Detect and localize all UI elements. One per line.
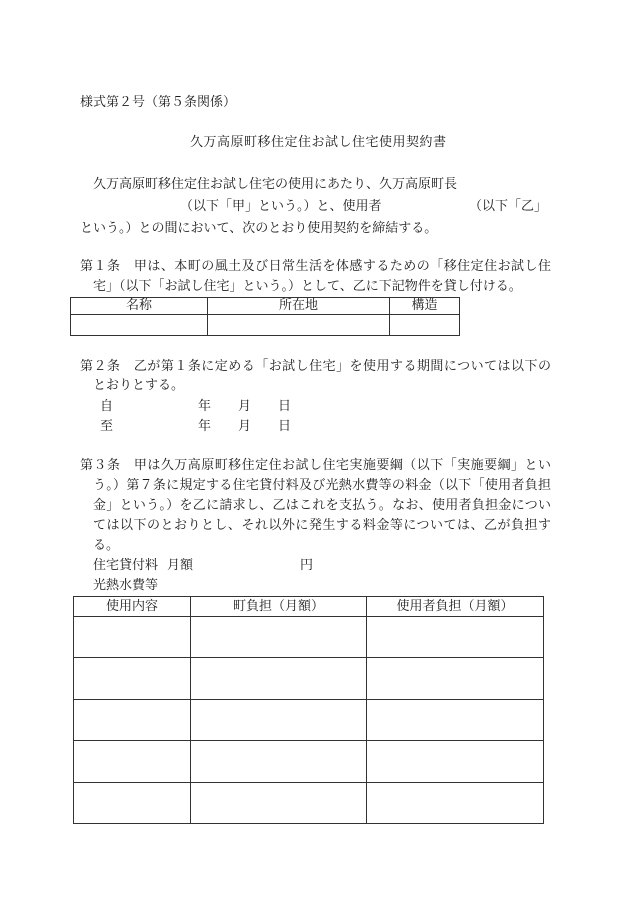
charges-table — [73, 596, 544, 824]
period-from-day: 日 — [278, 399, 292, 414]
header-town-share: 町負担（月額） — [191, 597, 367, 617]
article-3-line-5: る。 — [93, 538, 120, 553]
rent-label: 住宅貸付料 — [93, 558, 159, 573]
table-row — [74, 617, 544, 658]
header-structure: 構造 — [390, 298, 460, 315]
article-3-line-2: う。）第７条に規定する住宅貸付料及び光熱水費等の料金（以下「使用者負担 — [93, 478, 551, 493]
table-cell — [74, 783, 191, 824]
preamble-party-a: （以下「甲」という。）と、使用者 — [180, 199, 382, 214]
table-row — [74, 658, 544, 700]
rent-monthly-label: 月額 — [167, 558, 194, 573]
period-from-month: 月 — [238, 399, 252, 414]
table-row — [71, 315, 460, 336]
article-2-line-2: とおりとする。 — [93, 378, 185, 393]
table-cell — [367, 783, 544, 824]
preamble-line-1: 久万高原町移住定住お試し住宅の使用にあたり、久万高原町長 — [93, 177, 458, 192]
header-user-share: 使用者負担（月額） — [367, 597, 544, 617]
period-from-year: 年 — [198, 399, 212, 414]
table-header-row — [71, 298, 460, 315]
header-location: 所在地 — [208, 298, 390, 315]
table-cell — [191, 700, 367, 741]
table-header-row — [74, 597, 544, 617]
period-to-label: 至 — [100, 419, 114, 434]
article-2-line-1: 第２条 乙が第１条に定める「お試し住宅」を使用する期間については以下の — [80, 359, 551, 374]
utilities-label: 光熱水費等 — [93, 578, 159, 593]
table-cell — [74, 658, 191, 700]
header-name: 名称 — [71, 298, 208, 315]
property-table — [70, 297, 460, 336]
table-cell — [74, 700, 191, 741]
table-cell — [191, 617, 367, 658]
article-3-line-1: 第３条 甲は久万高原町移住定住お試し住宅実施要綱（以下「実施要綱」とい — [80, 458, 551, 473]
article-1-line-1: 第１条 甲は、本町の風土及び日常生活を体感するための「移住定住お試し住 — [80, 259, 551, 274]
table-cell — [390, 315, 460, 336]
table-cell — [74, 741, 191, 783]
preamble-party-b: （以下「乙」 — [469, 199, 548, 214]
table-cell — [367, 617, 544, 658]
table-cell — [367, 700, 544, 741]
table-row — [74, 741, 544, 783]
document-title: 久万高原町移住定住お試し住宅使用契約書 — [190, 135, 446, 150]
table-cell — [74, 617, 191, 658]
table-cell — [367, 658, 544, 700]
table-cell — [191, 741, 367, 783]
table-cell — [208, 315, 390, 336]
table-cell — [191, 783, 367, 824]
period-to-day: 日 — [278, 419, 292, 434]
period-from-label: 自 — [100, 399, 114, 414]
preamble-line-3: という。）との間において、次のとおり使用契約を締結する。 — [80, 221, 438, 236]
period-to-year: 年 — [198, 419, 212, 434]
table-row — [74, 700, 544, 741]
table-cell — [71, 315, 208, 336]
form-number: 様式第２号（第５条関係） — [80, 95, 237, 110]
article-3-line-3: 金」という。）を乙に請求し、乙はこれを支払う。なお、使用者負担金につい — [93, 498, 551, 513]
period-to-month: 月 — [238, 419, 252, 434]
table-row — [74, 783, 544, 824]
header-usage: 使用内容 — [74, 597, 191, 617]
article-3-line-4: ては以下のとおりとし、それ以外に発生する料金等については、乙が負担す — [93, 518, 551, 533]
rent-yen-unit: 円 — [300, 558, 314, 573]
article-1-line-2: 宅」（以下「お試し住宅」という。）として、乙に下記物件を貸し付ける。 — [93, 279, 522, 294]
table-cell — [191, 658, 367, 700]
table-cell — [367, 741, 544, 783]
